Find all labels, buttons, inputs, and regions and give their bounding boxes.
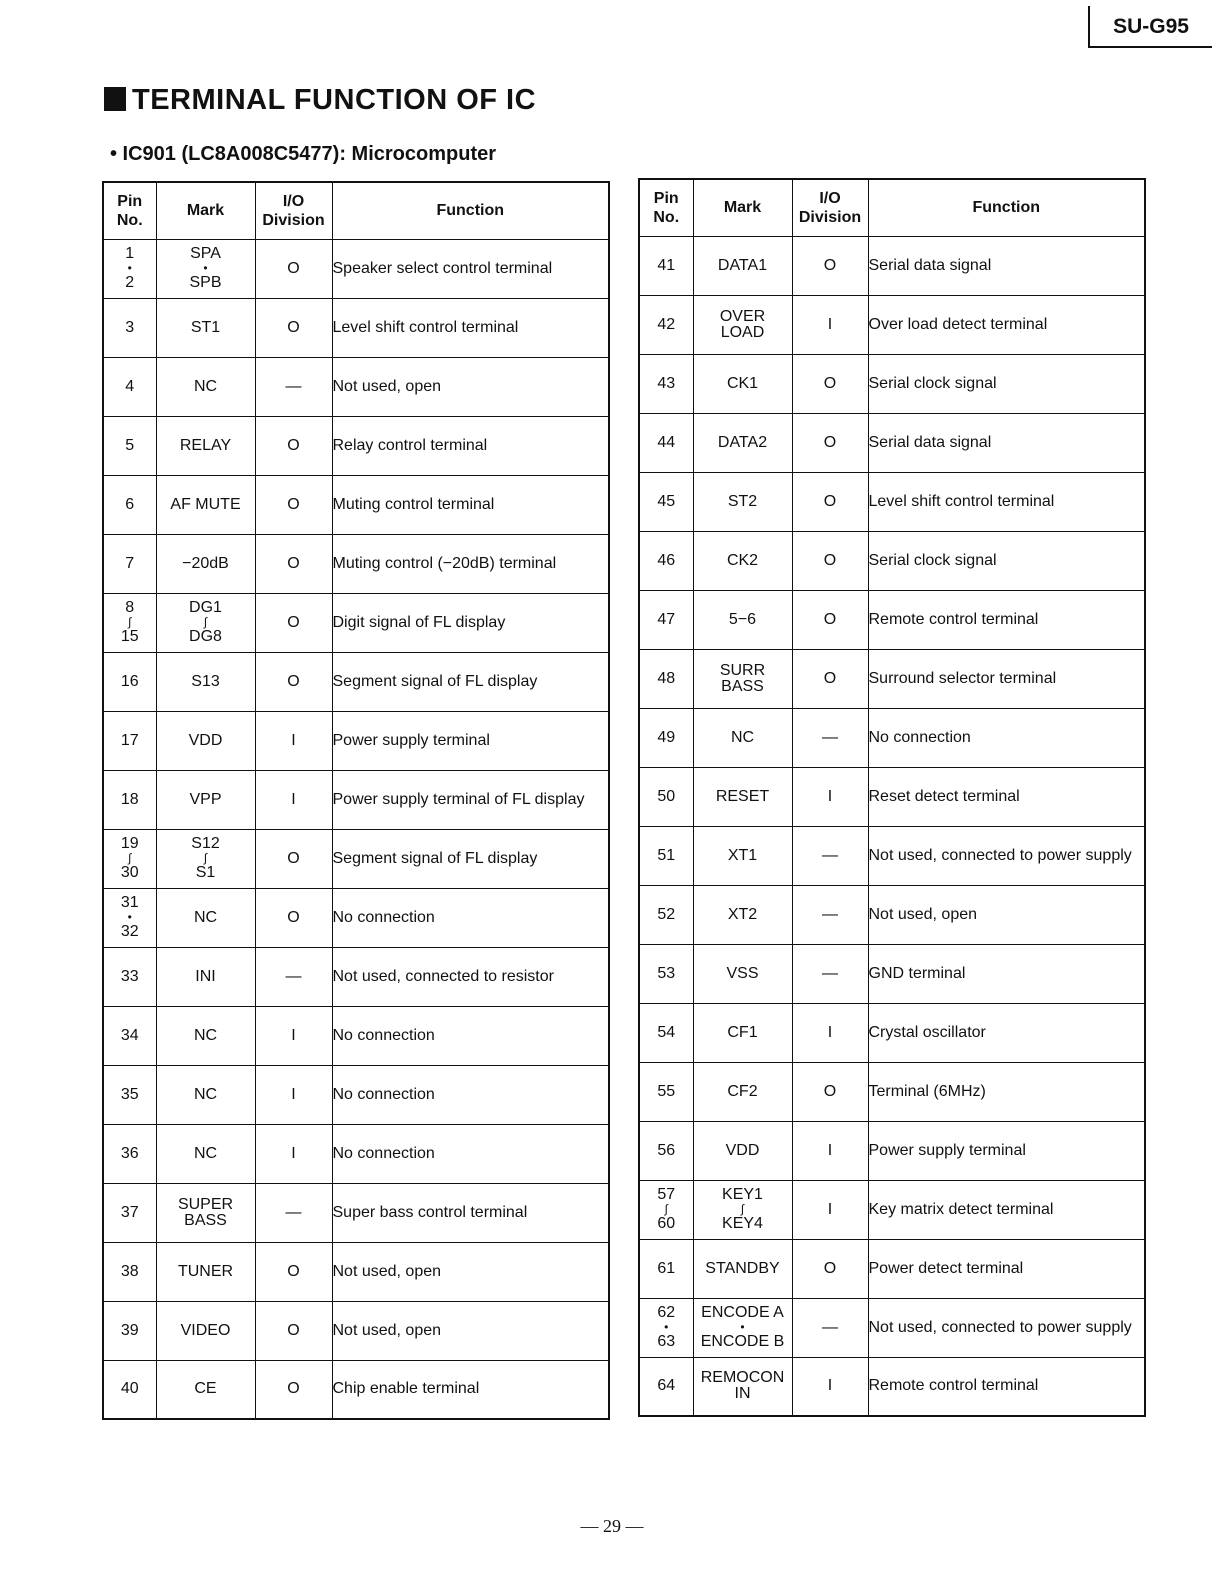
function-cell: Reset detect terminal	[868, 767, 1145, 826]
function-cell: Serial clock signal	[868, 354, 1145, 413]
function-cell: No connection	[332, 888, 609, 947]
pin-number-cell: 3	[103, 298, 156, 357]
pin-number-cell: 6	[103, 475, 156, 534]
function-cell: Not used, open	[332, 1301, 609, 1360]
section-subtitle: • IC901 (LC8A008C5477): Microcomputer	[110, 143, 497, 165]
io-division-cell: I	[792, 767, 868, 826]
function-cell: Super bass control terminal	[332, 1183, 609, 1242]
table-row	[103, 534, 609, 593]
pin-mark-cell: RELAY	[156, 416, 255, 475]
pin-number-cell: 52	[639, 885, 693, 944]
pin-mark-cell: CE	[156, 1360, 255, 1419]
function-cell: Power supply terminal	[332, 711, 609, 770]
io-division-cell: O	[255, 652, 332, 711]
pin-rows-right	[639, 236, 1145, 1416]
table-row	[103, 475, 609, 534]
pin-number-cell: 40	[103, 1360, 156, 1419]
table-row	[639, 1239, 1145, 1298]
pin-mark-cell: DG1 ∫ DG8	[156, 593, 255, 652]
function-cell: Muting control (−20dB) terminal	[332, 534, 609, 593]
io-division-cell: O	[792, 413, 868, 472]
function-cell: Not used, open	[332, 1242, 609, 1301]
table-row	[639, 649, 1145, 708]
function-cell: Serial data signal	[868, 413, 1145, 472]
function-cell: Digit signal of FL display	[332, 593, 609, 652]
io-division-cell: —	[792, 826, 868, 885]
pin-mark-cell: DATA2	[693, 413, 792, 472]
pin-mark-cell: STANDBY	[693, 1239, 792, 1298]
pin-number-cell: 48	[639, 649, 693, 708]
function-cell: Surround selector terminal	[868, 649, 1145, 708]
io-division-cell: —	[792, 885, 868, 944]
column-header-function: Function	[868, 179, 1145, 236]
io-division-cell: I	[255, 1124, 332, 1183]
pin-mark-cell: ENCODE A • ENCODE B	[693, 1298, 792, 1357]
table-row	[639, 1180, 1145, 1239]
io-division-cell: O	[792, 354, 868, 413]
table-row	[103, 1360, 609, 1419]
pin-mark-cell: DATA1	[693, 236, 792, 295]
pin-mark-cell: NC	[156, 1006, 255, 1065]
pin-number-cell: 56	[639, 1121, 693, 1180]
pin-number-cell: 51	[639, 826, 693, 885]
pin-number-cell: 41	[639, 236, 693, 295]
pin-number-cell: 53	[639, 944, 693, 1003]
function-cell: Speaker select control terminal	[332, 239, 609, 298]
io-division-cell: O	[792, 531, 868, 590]
pin-mark-cell: VIDEO	[156, 1301, 255, 1360]
pin-mark-cell: S13	[156, 652, 255, 711]
pin-number-cell: 54	[639, 1003, 693, 1062]
io-division-cell: —	[792, 944, 868, 1003]
pin-mark-cell: XT1	[693, 826, 792, 885]
pin-number-cell: 8 ∫ 15	[103, 593, 156, 652]
pin-mark-cell: −20dB	[156, 534, 255, 593]
pin-mark-cell: VDD	[156, 711, 255, 770]
table-row	[639, 1357, 1145, 1416]
pin-mark-cell: CF1	[693, 1003, 792, 1062]
function-cell: Serial data signal	[868, 236, 1145, 295]
page-number: — 29 —	[580, 1516, 644, 1536]
io-division-cell: I	[255, 711, 332, 770]
pin-number-cell: 42	[639, 295, 693, 354]
table-row	[103, 1065, 609, 1124]
pin-table-right	[638, 178, 1146, 1417]
io-division-cell: O	[255, 534, 332, 593]
model-label: SU-G95	[1088, 6, 1212, 48]
pin-number-cell: 62 • 63	[639, 1298, 693, 1357]
io-division-cell: O	[255, 829, 332, 888]
pin-mark-cell: NC	[156, 357, 255, 416]
function-cell: Power detect terminal	[868, 1239, 1145, 1298]
pin-mark-cell: CF2	[693, 1062, 792, 1121]
pin-number-cell: 37	[103, 1183, 156, 1242]
column-header-pin: Pin No.	[639, 179, 693, 236]
io-division-cell: O	[792, 590, 868, 649]
table-row	[103, 298, 609, 357]
table-row	[103, 652, 609, 711]
function-cell: Segment signal of FL display	[332, 652, 609, 711]
io-division-cell: —	[792, 1298, 868, 1357]
table-row	[103, 888, 609, 947]
pin-number-cell: 47	[639, 590, 693, 649]
table-header-row	[639, 179, 1145, 236]
function-cell: No connection	[868, 708, 1145, 767]
table-row	[639, 708, 1145, 767]
page-title	[104, 84, 536, 117]
function-cell: Not used, connected to resistor	[332, 947, 609, 1006]
pin-number-cell: 46	[639, 531, 693, 590]
table-row	[103, 239, 609, 298]
function-cell: Over load detect terminal	[868, 295, 1145, 354]
function-cell: Muting control terminal	[332, 475, 609, 534]
pin-number-cell: 49	[639, 708, 693, 767]
io-division-cell: —	[255, 1183, 332, 1242]
function-cell: Level shift control terminal	[868, 472, 1145, 531]
function-cell: Remote control terminal	[868, 590, 1145, 649]
pin-mark-cell: CK1	[693, 354, 792, 413]
pin-number-cell: 4	[103, 357, 156, 416]
io-division-cell: I	[792, 295, 868, 354]
function-cell: Not used, connected to power supply	[868, 1298, 1145, 1357]
table-row	[639, 413, 1145, 472]
io-division-cell: O	[792, 236, 868, 295]
pin-number-cell: 50	[639, 767, 693, 826]
pin-table-left	[102, 181, 610, 1420]
function-cell: No connection	[332, 1124, 609, 1183]
column-header-io: I/O Division	[255, 182, 332, 239]
pin-mark-cell: SURR BASS	[693, 649, 792, 708]
function-cell: Segment signal of FL display	[332, 829, 609, 888]
pin-number-cell: 44	[639, 413, 693, 472]
pin-mark-cell: NC	[693, 708, 792, 767]
io-division-cell: I	[255, 1006, 332, 1065]
io-division-cell: O	[255, 475, 332, 534]
table-row	[639, 767, 1145, 826]
pin-number-cell: 64	[639, 1357, 693, 1416]
pin-mark-cell: SPA • SPB	[156, 239, 255, 298]
io-division-cell: O	[255, 298, 332, 357]
table-row	[639, 354, 1145, 413]
function-cell: Level shift control terminal	[332, 298, 609, 357]
pin-number-cell: 1 • 2	[103, 239, 156, 298]
pin-number-cell: 45	[639, 472, 693, 531]
pin-number-cell: 57 ∫ 60	[639, 1180, 693, 1239]
table-row	[103, 770, 609, 829]
function-cell: Remote control terminal	[868, 1357, 1145, 1416]
pin-number-cell: 43	[639, 354, 693, 413]
io-division-cell: O	[792, 1239, 868, 1298]
pin-mark-cell: SUPER BASS	[156, 1183, 255, 1242]
io-division-cell: I	[792, 1180, 868, 1239]
function-cell: GND terminal	[868, 944, 1145, 1003]
table-row	[103, 947, 609, 1006]
pin-number-cell: 35	[103, 1065, 156, 1124]
pin-number-cell: 19 ∫ 30	[103, 829, 156, 888]
io-division-cell: O	[255, 239, 332, 298]
table-row	[639, 295, 1145, 354]
io-division-cell: O	[255, 1301, 332, 1360]
square-bullet-icon	[104, 87, 126, 111]
pin-rows-left	[103, 239, 609, 1419]
table-header-row	[103, 182, 609, 239]
pin-number-cell: 39	[103, 1301, 156, 1360]
pin-mark-cell: S12 ∫ S1	[156, 829, 255, 888]
pin-number-cell: 31 • 32	[103, 888, 156, 947]
table-row	[639, 590, 1145, 649]
function-cell: Relay control terminal	[332, 416, 609, 475]
function-cell: Serial clock signal	[868, 531, 1145, 590]
table-row	[639, 531, 1145, 590]
pin-mark-cell: ST2	[693, 472, 792, 531]
pin-number-cell: 55	[639, 1062, 693, 1121]
io-division-cell: O	[792, 649, 868, 708]
function-cell: Power supply terminal of FL display	[332, 770, 609, 829]
function-cell: No connection	[332, 1006, 609, 1065]
pin-number-cell: 38	[103, 1242, 156, 1301]
pin-mark-cell: ST1	[156, 298, 255, 357]
table-row	[103, 711, 609, 770]
pin-mark-cell: NC	[156, 1065, 255, 1124]
pin-number-cell: 18	[103, 770, 156, 829]
table-row	[639, 885, 1145, 944]
function-cell: Not used, open	[332, 357, 609, 416]
io-division-cell: O	[255, 593, 332, 652]
io-division-cell: O	[255, 1242, 332, 1301]
io-division-cell: O	[255, 888, 332, 947]
table-row	[103, 1006, 609, 1065]
table-row	[639, 472, 1145, 531]
pin-mark-cell: REMOCON IN	[693, 1357, 792, 1416]
pin-mark-cell: VPP	[156, 770, 255, 829]
io-division-cell: O	[792, 472, 868, 531]
table-row	[639, 1062, 1145, 1121]
pin-mark-cell: VSS	[693, 944, 792, 1003]
table-row	[103, 1124, 609, 1183]
io-division-cell: —	[255, 947, 332, 1006]
io-division-cell: O	[255, 416, 332, 475]
function-cell: No connection	[332, 1065, 609, 1124]
column-header-io: I/O Division	[792, 179, 868, 236]
io-division-cell: O	[792, 1062, 868, 1121]
table-row	[639, 1003, 1145, 1062]
pin-mark-cell: KEY1 ∫ KEY4	[693, 1180, 792, 1239]
table-row	[639, 236, 1145, 295]
column-header-mark: Mark	[693, 179, 792, 236]
table-row	[103, 416, 609, 475]
io-division-cell: —	[255, 357, 332, 416]
pin-mark-cell: 5−6	[693, 590, 792, 649]
pin-mark-cell: NC	[156, 1124, 255, 1183]
pin-mark-cell: INI	[156, 947, 255, 1006]
function-cell: Power supply terminal	[868, 1121, 1145, 1180]
pin-mark-cell: OVER LOAD	[693, 295, 792, 354]
pin-mark-cell: XT2	[693, 885, 792, 944]
pin-number-cell: 61	[639, 1239, 693, 1298]
function-cell: Terminal (6MHz)	[868, 1062, 1145, 1121]
pin-mark-cell: TUNER	[156, 1242, 255, 1301]
pin-number-cell: 17	[103, 711, 156, 770]
io-division-cell: I	[792, 1003, 868, 1062]
io-division-cell: —	[792, 708, 868, 767]
table-row	[103, 1183, 609, 1242]
pin-number-cell: 33	[103, 947, 156, 1006]
function-cell: Chip enable terminal	[332, 1360, 609, 1419]
function-cell: Not used, connected to power supply	[868, 826, 1145, 885]
function-cell: Not used, open	[868, 885, 1145, 944]
pin-number-cell: 7	[103, 534, 156, 593]
table-row	[639, 1121, 1145, 1180]
io-division-cell: O	[255, 1360, 332, 1419]
table-row	[103, 829, 609, 888]
table-row	[639, 944, 1145, 1003]
pin-number-cell: 36	[103, 1124, 156, 1183]
pin-number-cell: 34	[103, 1006, 156, 1065]
function-cell: Key matrix detect terminal	[868, 1180, 1145, 1239]
table-row	[639, 1298, 1145, 1357]
pin-mark-cell: AF MUTE	[156, 475, 255, 534]
io-division-cell: I	[792, 1121, 868, 1180]
pin-mark-cell: VDD	[693, 1121, 792, 1180]
table-row	[103, 593, 609, 652]
table-row	[103, 1301, 609, 1360]
pin-number-cell: 16	[103, 652, 156, 711]
column-header-function: Function	[332, 182, 609, 239]
pin-mark-cell: NC	[156, 888, 255, 947]
io-division-cell: I	[255, 770, 332, 829]
table-row	[103, 1242, 609, 1301]
pin-mark-cell: RESET	[693, 767, 792, 826]
table-row	[639, 826, 1145, 885]
column-header-mark: Mark	[156, 182, 255, 239]
io-division-cell: I	[792, 1357, 868, 1416]
table-row	[103, 357, 609, 416]
pin-number-cell: 5	[103, 416, 156, 475]
page-title-text: TERMINAL FUNCTION OF IC	[132, 84, 537, 116]
function-cell: Crystal oscillator	[868, 1003, 1145, 1062]
column-header-pin: Pin No.	[103, 182, 156, 239]
pin-mark-cell: CK2	[693, 531, 792, 590]
io-division-cell: I	[255, 1065, 332, 1124]
